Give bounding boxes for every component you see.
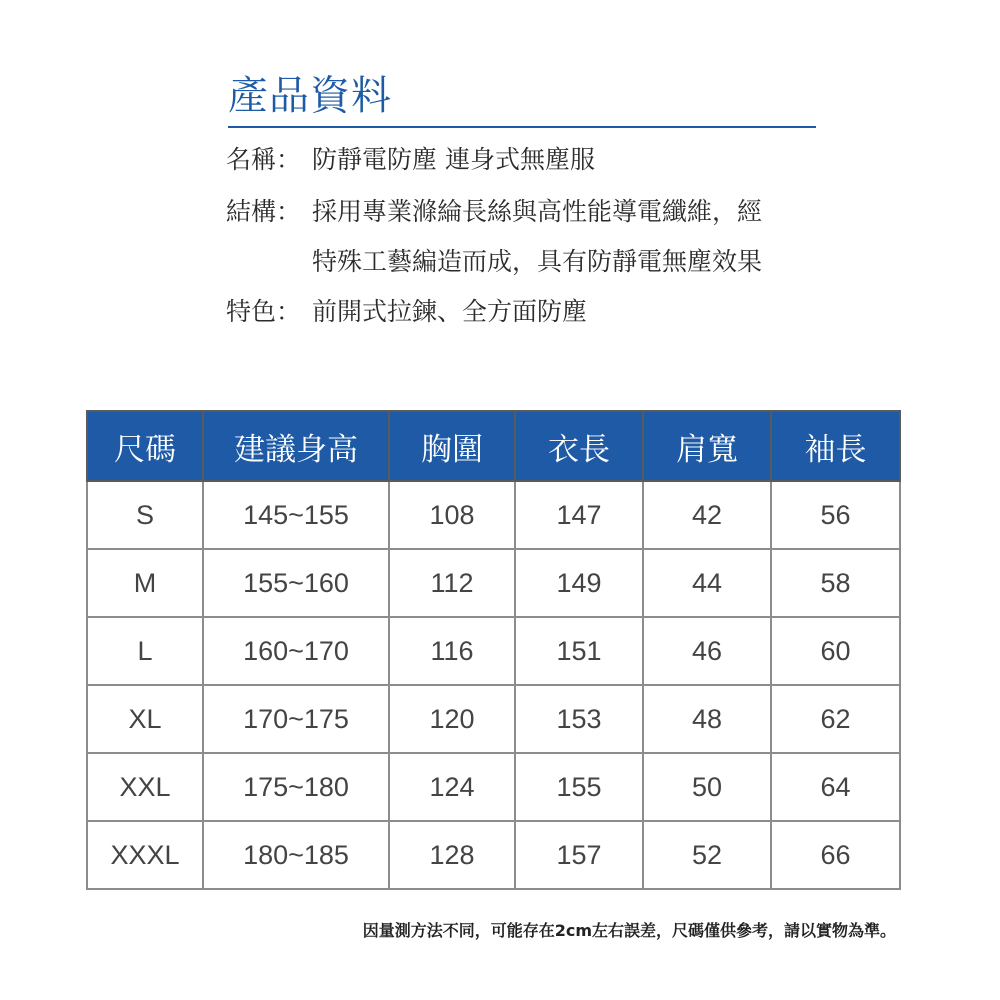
- cell-chest: 120: [389, 685, 515, 753]
- table-row: [87, 821, 900, 889]
- cell-sleeve: 60: [771, 617, 900, 685]
- cell-size: XXXL: [87, 821, 203, 889]
- cell-height: 145~155: [203, 481, 389, 549]
- cell-size: XL: [87, 685, 203, 753]
- cell-sleeve: 64: [771, 753, 900, 821]
- table-row: [87, 617, 900, 685]
- cell-sleeve: 62: [771, 685, 900, 753]
- table-row: [87, 481, 900, 549]
- header-sleeve: 袖長: [771, 411, 900, 481]
- cell-sleeve: 66: [771, 821, 900, 889]
- size-table-header-row: [87, 411, 900, 481]
- info-feature-line: [226, 294, 587, 330]
- header-height: 建議身高: [203, 411, 389, 481]
- header-shoulder: 肩寬: [643, 411, 771, 481]
- table-row: [87, 753, 900, 821]
- structure-value-1: 採用專業滌綸長絲與高性能導電纖維，經: [312, 197, 763, 226]
- info-name-line: [226, 142, 595, 178]
- cell-height: 175~180: [203, 753, 389, 821]
- cell-chest: 128: [389, 821, 515, 889]
- info-structure-line: [226, 194, 762, 230]
- cell-height: 170~175: [203, 685, 389, 753]
- table-row: [87, 549, 900, 617]
- name-label: 名稱：: [226, 145, 302, 174]
- structure-label: 結構：: [226, 197, 302, 226]
- measurement-footnote: 因量測方法不同，可能存在2cm左右誤差，尺碼僅供參考，請以實物為準。: [362, 921, 896, 940]
- cell-sleeve: 58: [771, 549, 900, 617]
- cell-sleeve: 56: [771, 481, 900, 549]
- cell-length: 147: [515, 481, 643, 549]
- cell-height: 155~160: [203, 549, 389, 617]
- cell-shoulder: 52: [643, 821, 771, 889]
- cell-shoulder: 46: [643, 617, 771, 685]
- header-size: 尺碼: [87, 411, 203, 481]
- page-title: 產品資料: [228, 73, 392, 119]
- cell-height: 160~170: [203, 617, 389, 685]
- cell-size: S: [87, 481, 203, 549]
- cell-size: XXL: [87, 753, 203, 821]
- cell-chest: 108: [389, 481, 515, 549]
- cell-length: 157: [515, 821, 643, 889]
- table-row: [87, 685, 900, 753]
- cell-size: M: [87, 549, 203, 617]
- cell-length: 149: [515, 549, 643, 617]
- cell-chest: 116: [389, 617, 515, 685]
- cell-shoulder: 44: [643, 549, 771, 617]
- title-divider: [228, 126, 816, 128]
- cell-size: L: [87, 617, 203, 685]
- name-value: 防靜電防塵 連身式無塵服: [312, 145, 595, 174]
- cell-height: 180~185: [203, 821, 389, 889]
- cell-length: 153: [515, 685, 643, 753]
- cell-shoulder: 50: [643, 753, 771, 821]
- feature-value: 前開式拉鍊、全方面防塵: [312, 297, 588, 326]
- header-chest: 胸圍: [389, 411, 515, 481]
- structure-value-2: 特殊工藝編造而成，具有防靜電無塵效果: [312, 247, 763, 276]
- cell-length: 151: [515, 617, 643, 685]
- size-table: [86, 410, 901, 890]
- cell-chest: 124: [389, 753, 515, 821]
- feature-label: 特色：: [226, 297, 302, 326]
- cell-length: 155: [515, 753, 643, 821]
- cell-shoulder: 48: [643, 685, 771, 753]
- header-length: 衣長: [515, 411, 643, 481]
- cell-chest: 112: [389, 549, 515, 617]
- cell-shoulder: 42: [643, 481, 771, 549]
